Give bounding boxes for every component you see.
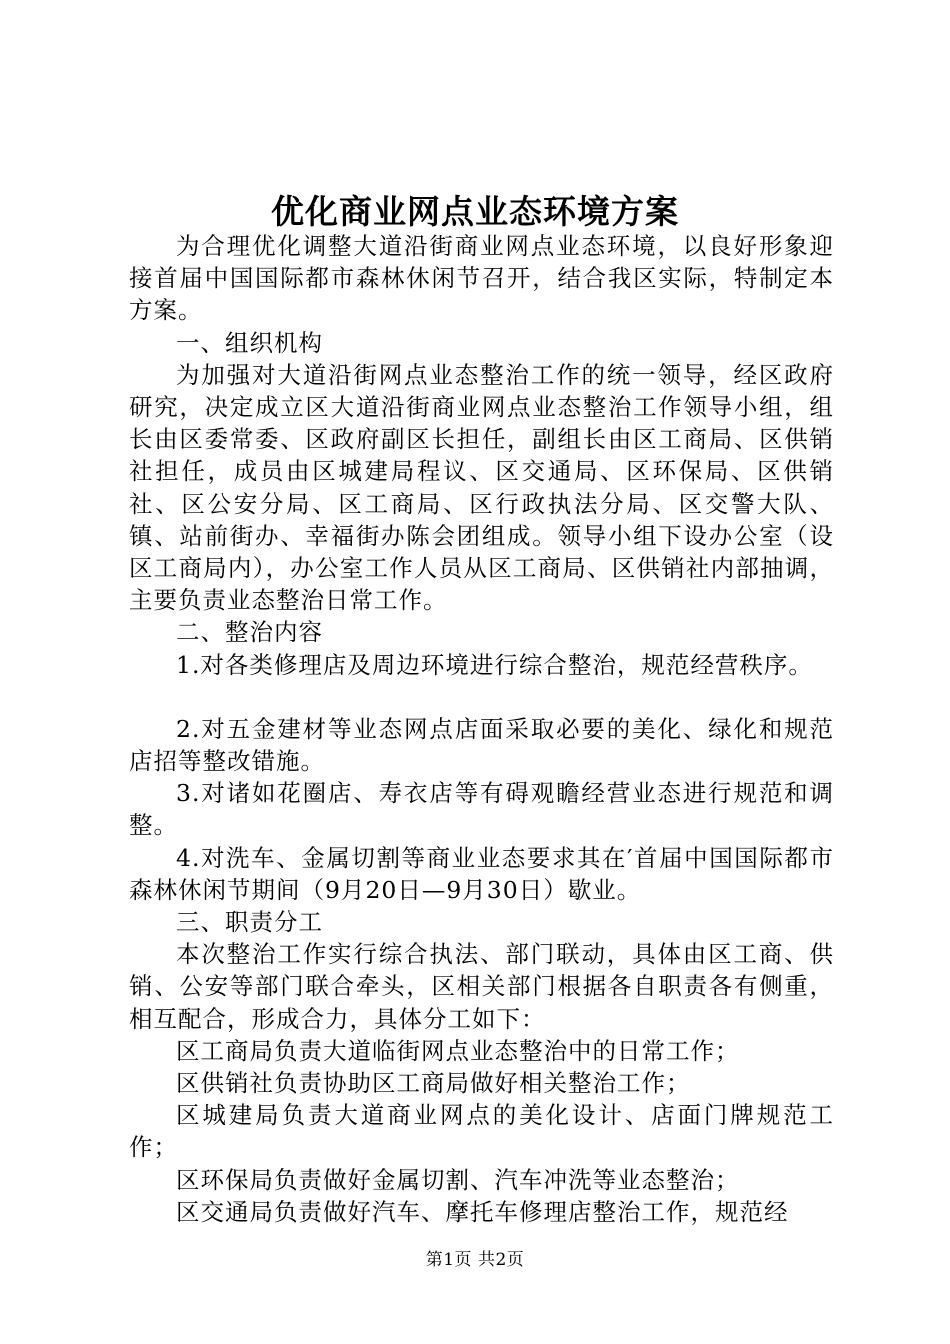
- section-heading-duties: 三、职责分工: [176, 908, 323, 937]
- paragraph-duties-intro: 本次整治工作实行综合执法、部门联动，具体由区工商、供销、公安等部门联合牵头，区相关部门根据各自职责各有侧重，相互配合，形成合力，具体分工如下：: [129, 940, 834, 1033]
- section-heading-content: 二、整治内容: [176, 618, 323, 647]
- document-body: [129, 230, 834, 1228]
- duty-item-supply: 区供销社负责协助区工商局做好相关整治工作；: [176, 1069, 691, 1098]
- duty-item-environment: 区环保局负责做好金属切割、汽车冲洗等业态整治；: [176, 1165, 740, 1194]
- paragraph-organization: 为加强对大道沿街网点业态整治工作的统一领导，经区政府研究，决定成立区大道沿街商业网点业态整治工作领导小组，组长由区委常委、区政府副区长担任，副组长由区工商局、区供销社担任，成员由区城建局程议、区交通局、区环保局、区供销社、区公安分局、区工商局、区行政执法分局、区交警大队、镇、站前街办、幸福街办陈会团组成。领导小组下设办公室（设区工商局内），办公室工作人员从区工商局、区供销社内部抽调，主要负责业态整治日常工作。: [129, 360, 834, 615]
- page-footer: 第1页 共2页: [425, 1250, 525, 1270]
- list-item-3: 3.对诸如花圈店、寿衣店等有碍观瞻经营业态进行规范和调整。: [129, 779, 834, 840]
- list-item-1: 1.对各类修理店及周边环境进行综合整治，规范经营秩序。: [176, 650, 813, 679]
- duty-item-transport: 区交通局负责做好汽车、摩托车修理店整治工作，规范经: [176, 1197, 789, 1226]
- list-item-2: 2.对五金建材等业态网点店面采取必要的美化、绿化和规范店招等整改错施。: [129, 714, 834, 776]
- paragraph-spacer: [129, 681, 834, 713]
- paragraph-intro: 为合理优化调整大道沿街商业网点业态环境，以良好形象迎接首届中国国际都市森林休闲节召开，结合我区实际，特制定本方案。: [129, 232, 834, 325]
- duty-item-commerce: 区工商局负责大道临街网点业态整治中的日常工作；: [176, 1036, 740, 1065]
- document-title: 优化商业网点业态环境方案: [271, 192, 679, 231]
- duty-item-urban: 区城建局负责大道商业网点的美化设计、店面门牌规范工作；: [129, 1101, 834, 1162]
- list-item-4: 4.对洗车、金属切割等商业业态要求其在′首届中国国际都市森林休闲节期间（9月20日—9月30日）歇业。: [129, 843, 834, 904]
- section-heading-organization: 一、组织机构: [176, 328, 323, 357]
